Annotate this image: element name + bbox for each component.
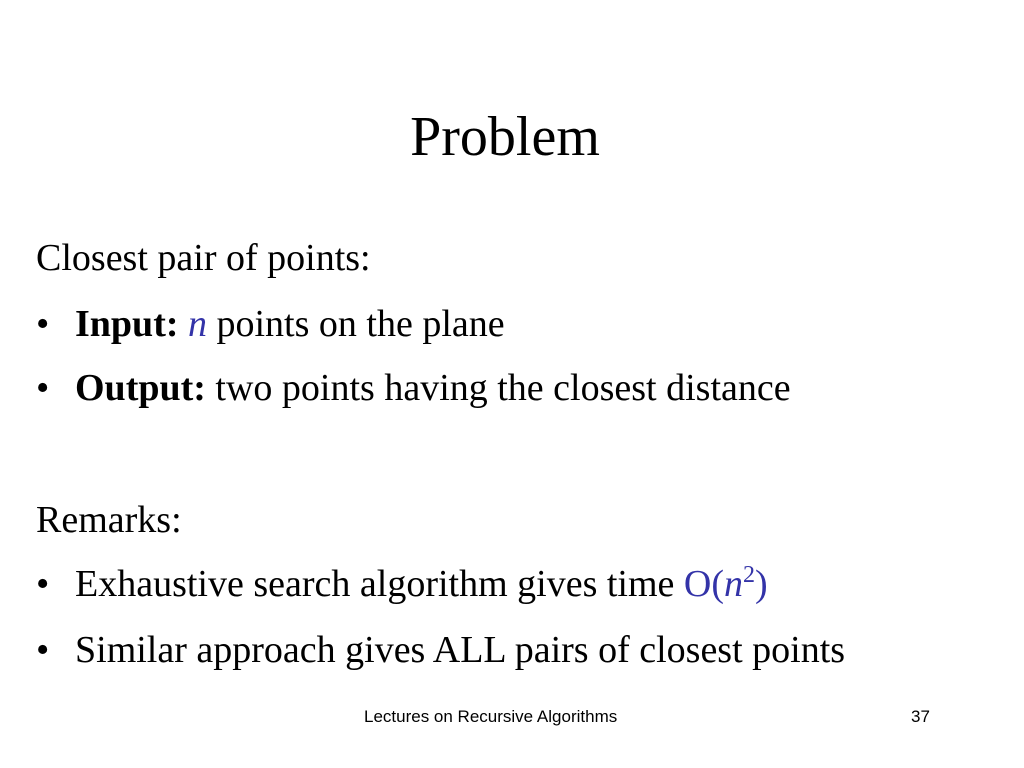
input-text: points on the plane [216,303,505,345]
input-label: Input: [75,303,179,345]
complexity-expression [684,563,768,605]
bullet-icon: • [36,303,50,345]
remark-2-text: Similar approach gives ALL pairs of closest points [75,629,846,671]
input-bullet [36,300,505,348]
page-number: 37 [911,707,930,726]
output-label: Output: [75,367,206,409]
bullet-icon: • [36,563,50,605]
output-bullet [36,364,791,412]
complexity-variable: n [724,563,743,605]
complexity-exponent: 2 [743,562,755,588]
bullet-icon: • [36,629,50,671]
output-text: two points having the closest distance [215,367,791,409]
input-variable: n [188,303,207,345]
problem-heading: Closest pair of points: [36,237,371,279]
complexity-prefix: O( [683,563,724,605]
complexity-suffix: ) [755,563,768,605]
remark-bullet-2 [36,626,845,674]
remark-1-text: Exhaustive search algorithm gives time [75,563,675,605]
remark-bullet-1 [36,560,768,608]
footer-text: Lectures on Recursive Algorithms [364,707,618,726]
slide-title: Problem [410,106,600,168]
remarks-heading: Remarks: [36,499,182,541]
bullet-icon: • [36,367,50,409]
